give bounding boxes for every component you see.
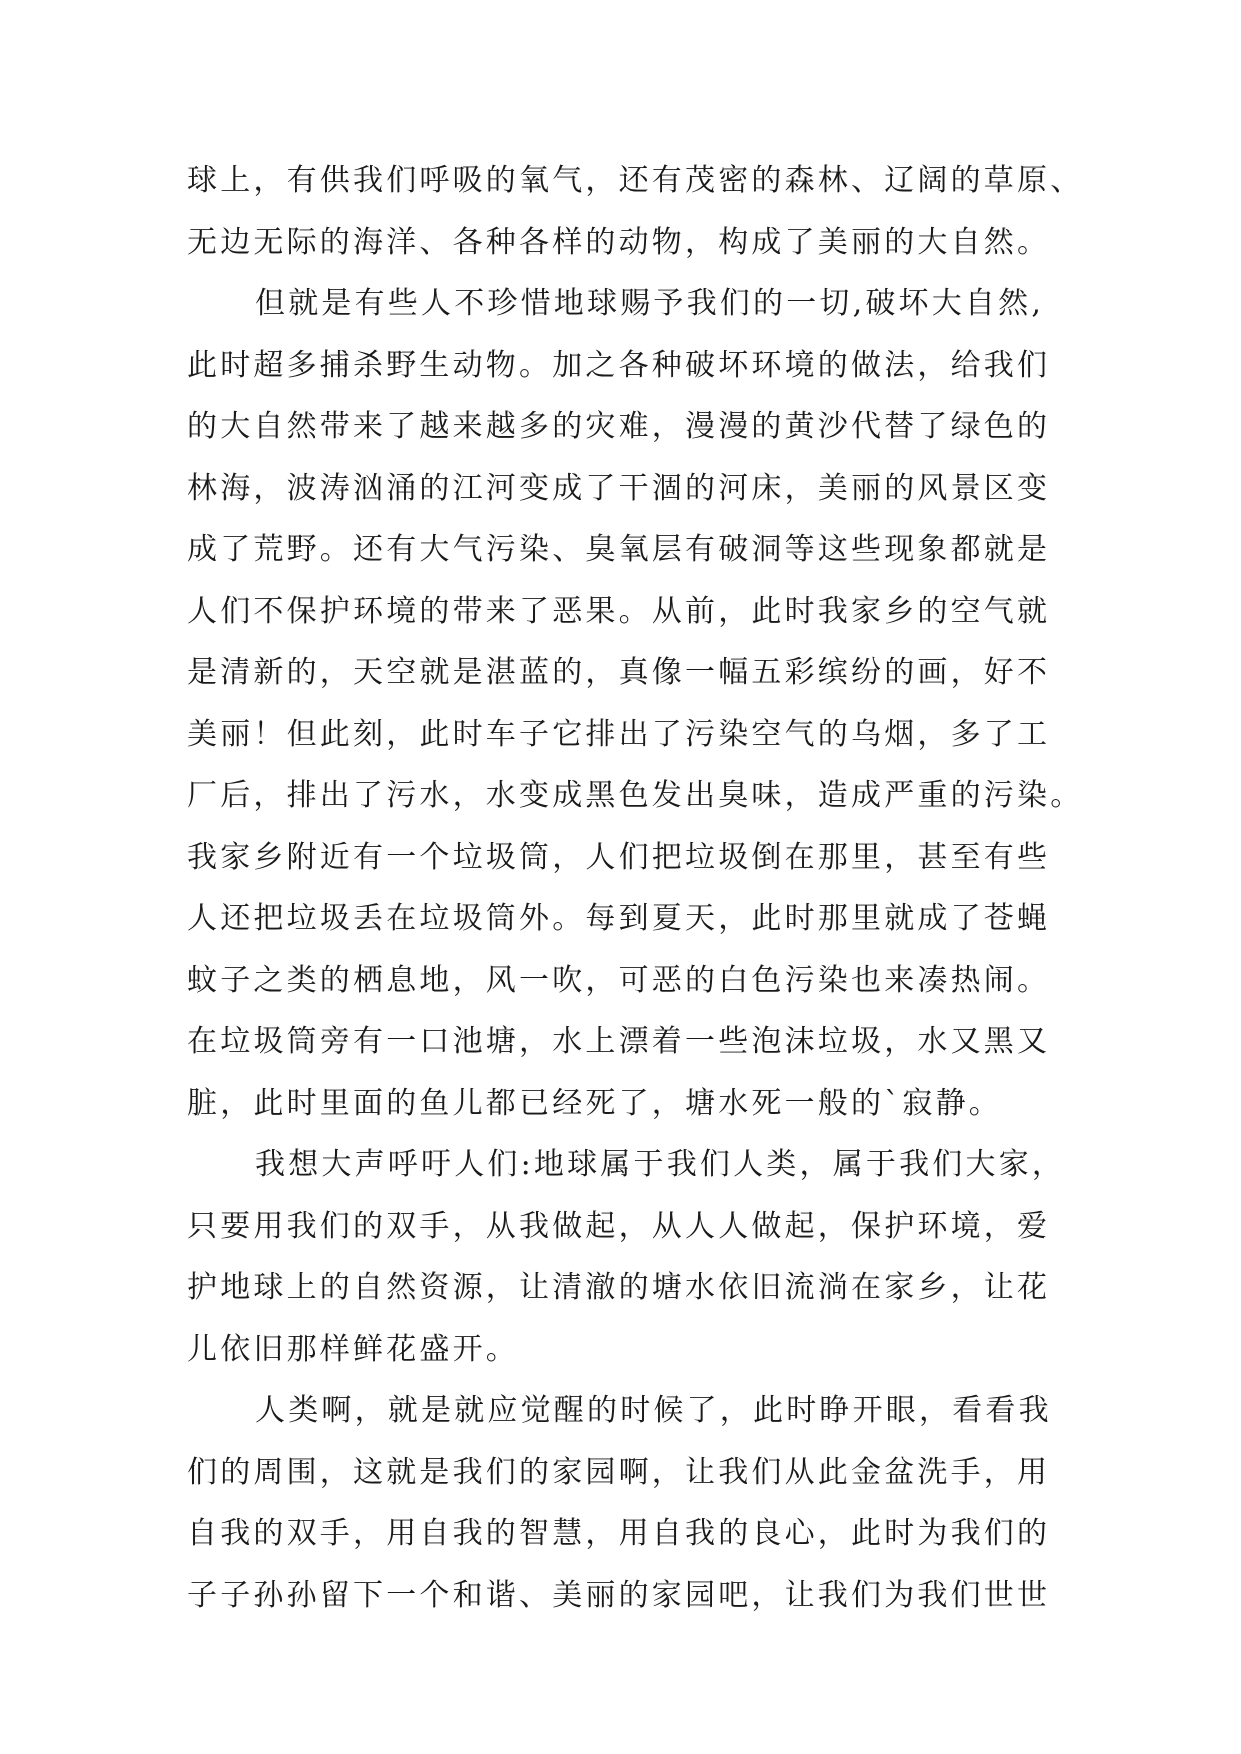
text-line: 护地球上的自然资源，让清澈的塘水依旧流淌在家乡，让花 xyxy=(187,1270,1051,1305)
text-line: 们的周围，这就是我们的家园啊，让我们从此金盆洗手，用 xyxy=(187,1454,1051,1490)
text-line: 厂后，排出了污水，水变成黑色发出臭味，造成严重的污染。 xyxy=(187,778,1084,813)
body-text xyxy=(187,150,1087,1626)
text-line: 儿依旧那样鲜花盛开。 xyxy=(187,1331,519,1367)
text-line: 美丽！但此刻，此时车子它排出了污染空气的乌烟，多了工 xyxy=(187,716,1051,752)
text-line: 人还把垃圾丢在垃圾筒外。每到夏天，此时那里就成了苍蝇 xyxy=(187,901,1051,936)
text-line: 子子孙孙留下一个和谐、美丽的家园吧，让我们为我们世世 xyxy=(187,1577,1051,1613)
text-line: 我家乡附近有一个垃圾筒，人们把垃圾倒在那里，甚至有些 xyxy=(187,839,1051,875)
text-line: 人们不保护环境的带来了恶果。从前，此时我家乡的空气就 xyxy=(187,593,1051,629)
paragraph-start-line: 但就是有些人不珍惜地球赐予我们的一切,破坏大自然, xyxy=(255,286,1045,321)
text-line: 此时超多捕杀野生动物。加之各种破坏环境的做法，给我们 xyxy=(187,347,1051,383)
text-line: 蚊子之类的栖息地，风一吹，可恶的白色污染也来凑热闹。 xyxy=(187,962,1051,998)
paragraph-start-line: 我想大声呼吁人们:地球属于我们人类，属于我们大家， xyxy=(255,1147,1066,1182)
text-line: 的大自然带来了越来越多的灾难，漫漫的黄沙代替了绿色的 xyxy=(187,409,1051,444)
text-line: 在垃圾筒旁有一口池塘，水上漂着一些泡沫垃圾，水又黑又 xyxy=(187,1024,1051,1059)
paragraph-start-line: 人类啊，就是就应觉醒的时候了，此时睁开眼，看看我 xyxy=(255,1393,1052,1428)
text-line: 球上，有供我们呼吸的氧气，还有茂密的森林、辽阔的草原、 xyxy=(187,163,1084,198)
text-line: 自我的双手，用自我的智慧，用自我的良心，此时为我们的 xyxy=(187,1516,1051,1551)
text-line: 无边无际的海洋、各种各样的动物，构成了美丽的大自然。 xyxy=(187,224,1051,260)
text-line: 脏，此时里面的鱼儿都已经死了，塘水死一般的`寂静。 xyxy=(187,1085,1002,1121)
text-line: 成了荒野。还有大气污染、臭氧层有破洞等这些现象都就是 xyxy=(187,532,1051,567)
text-line: 林海，波涛汹涌的江河变成了干涸的河床，美丽的风景区变 xyxy=(187,470,1051,506)
text-line: 只要用我们的双手，从我做起，从人人做起，保护环境，爱 xyxy=(187,1208,1051,1244)
text-line: 是清新的，天空就是湛蓝的，真像一幅五彩缤纷的画，好不 xyxy=(187,655,1051,690)
